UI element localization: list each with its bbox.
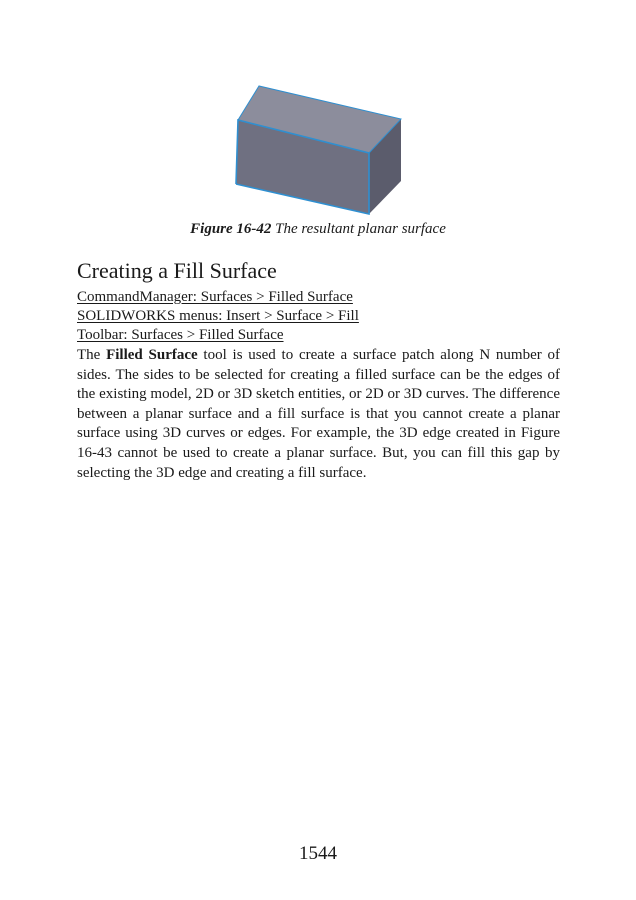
page-number: 1544: [299, 843, 337, 864]
section-heading: Creating a Fill Surface: [77, 258, 277, 283]
figure-caption: [0, 219, 636, 239]
path-commandmanager: CommandManager: Surfaces > Filled Surface: [77, 289, 353, 305]
box-illustration: [226, 78, 412, 220]
paragraph-intro: The: [77, 347, 107, 363]
command-paths: [77, 288, 359, 345]
paragraph-tool-name: Filled Surface: [106, 347, 198, 363]
path-toolbar: Toolbar: Surfaces > Filled Surface: [77, 327, 284, 343]
figure-label: Figure 16-42: [190, 221, 272, 237]
paragraph-rest: tool is used to create a surface patch along N number of sides. The sides to be selected for creating a filled surface can be the edges of the existing model, 2D or 3D sketch entities, or 2D or 3D curves. The difference between a planar surface and a fill surface is that you cannot create a planar surface using 3D curves or edges. For example, the 3D edge created in Figure 16-43 cannot be used to create a planar surface. But, you can fill this gap by selecting the 3D edge and creating a fill surface.: [77, 347, 560, 481]
box-figure: [226, 78, 412, 220]
body-paragraph: [77, 346, 560, 483]
figure-caption-text: The resultant planar surface: [271, 221, 446, 237]
path-menus: SOLIDWORKS menus: Insert > Surface > Fill: [77, 308, 359, 324]
